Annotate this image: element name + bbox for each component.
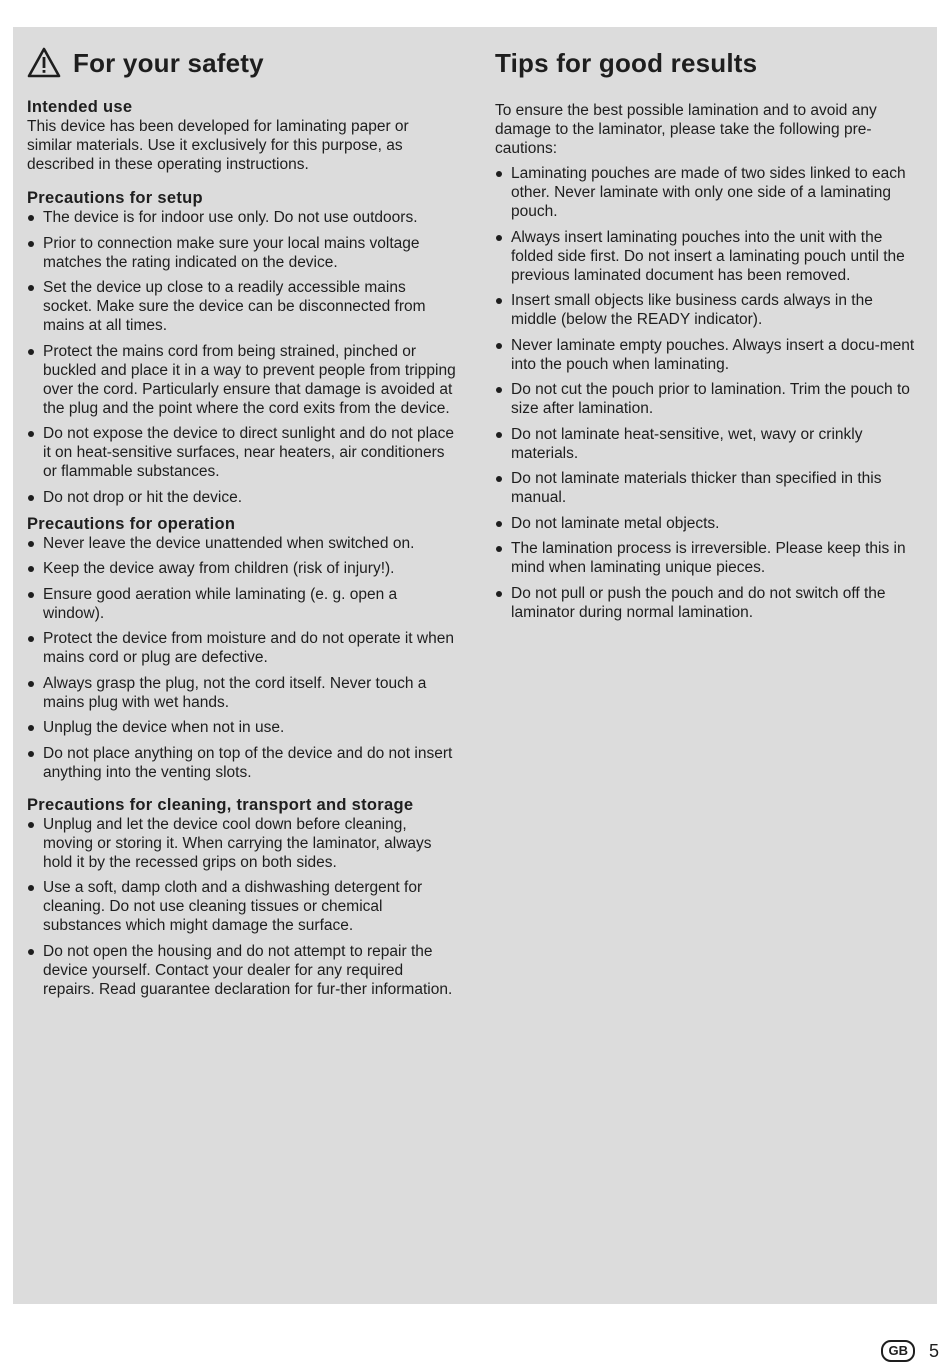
bullet-icon: [28, 431, 34, 437]
safety-title: For your safety: [73, 47, 264, 78]
content-panel: [13, 27, 937, 1304]
bullet-icon: [496, 298, 502, 304]
bullet-icon: [28, 725, 34, 731]
bullet-icon: [28, 681, 34, 687]
list-item: Do not open the housing and do not attempt to repair the device yourself. Contact your dealer for any required repairs. Read guarantee declaration for fur-ther information.: [27, 942, 457, 999]
language-badge: GB: [881, 1340, 915, 1362]
section-intended-use: [27, 98, 457, 174]
list-item: Protect the mains cord from being strained, pinched or buckled and place it in a way to prevent people from tripping over the cord. Particularly ensure that damage is avoided at the plug and the point where the cord exits from the device.: [27, 342, 457, 418]
list-item: Do not expose the device to direct sunlight and do not place it on heat-sensitive surfaces, near heaters, air conditioners or flammable substances.: [27, 424, 457, 481]
bullet-icon: [28, 822, 34, 828]
bullet-list: [27, 534, 457, 782]
section-heading: Precautions for setup: [27, 189, 203, 207]
list-item: The lamination process is irreversible. Please keep this in mind when laminating unique pieces.: [495, 539, 921, 577]
tips-title-row: [495, 33, 921, 93]
list-item: The device is for indoor use only. Do not use outdoors.: [27, 208, 457, 227]
tips-bullet-list: [495, 164, 921, 622]
bullet-icon: [28, 495, 34, 501]
list-item: Protect the device from moisture and do not operate it when mains cord or plug are defective.: [27, 629, 457, 667]
section-heading: Precautions for cleaning, transport and storage: [27, 795, 414, 814]
bullet-icon: [496, 476, 502, 482]
list-item: Always grasp the plug, not the cord itself. Never touch a mains plug with wet hands.: [27, 674, 457, 712]
bullet-icon: [496, 171, 502, 177]
list-item: Set the device up close to a readily accessible mains socket. Make sure the device can be disconnected from mains at all times.: [27, 278, 457, 335]
bullet-icon: [28, 215, 34, 221]
page-number: 5: [928, 1340, 939, 1361]
list-item: Never laminate empty pouches. Always insert a docu-ment into the pouch when laminating.: [495, 336, 921, 374]
bullet-icon: [28, 636, 34, 642]
section-operation: [27, 515, 457, 782]
list-item: Unplug and let the device cool down before cleaning, moving or storing it. When carrying the laminator, always hold it by the recessed grips on both sides.: [27, 815, 457, 872]
bullet-icon: [496, 546, 502, 552]
bullet-icon: [28, 349, 34, 355]
list-item: Laminating pouches are made of two sides linked to each other. Never laminate with only one side of a laminating pouch.: [495, 164, 921, 221]
bullet-icon: [496, 521, 502, 527]
list-item: Do not laminate materials thicker than specified in this manual.: [495, 469, 921, 507]
bullet-list: [27, 208, 457, 507]
list-item: Do not pull or push the pouch and do not switch off the laminator during normal lamination.: [495, 584, 921, 622]
bullet-icon: [496, 343, 502, 349]
list-item: Never leave the device unattended when switched on.: [27, 534, 457, 553]
bullet-icon: [496, 591, 502, 597]
bullet-icon: [28, 885, 34, 891]
warning-triangle-icon: [27, 47, 61, 79]
section-paragraph: This device has been developed for laminating paper or similar materials. Use it exclusively for this purpose, as described in these operating instructions.: [27, 118, 409, 173]
list-item: Keep the device away from children (risk of injury!).: [27, 559, 457, 578]
section-heading: Precautions for operation: [27, 514, 236, 533]
page-footer: [881, 1340, 939, 1362]
section-cleaning-transport-storage: [27, 796, 457, 999]
list-item: Do not place anything on top of the device and do not insert anything into the venting slots.: [27, 744, 457, 782]
bullet-list: [27, 815, 457, 999]
list-item: Prior to connection make sure your local mains voltage matches the rating indicated on the device.: [27, 234, 457, 272]
tips-column: [495, 27, 921, 628]
safety-title-row: [27, 33, 457, 93]
bullet-icon: [28, 566, 34, 572]
list-item: Always insert laminating pouches into the unit with the folded side first. Do not insert a laminating pouch until the previous laminated document has been removed.: [495, 228, 921, 285]
bullet-icon: [496, 235, 502, 241]
list-item: Unplug the device when not in use.: [27, 718, 457, 737]
list-item: Use a soft, damp cloth and a dishwashing detergent for cleaning. Do not use cleaning tissues or chemical substances which might damage the surface.: [27, 878, 457, 935]
bullet-icon: [496, 387, 502, 393]
list-item: Do not laminate metal objects.: [495, 514, 921, 533]
bullet-icon: [28, 949, 34, 955]
list-item: Do not cut the pouch prior to lamination. Trim the pouch to size after lamination.: [495, 380, 921, 418]
tips-title: Tips for good results: [495, 47, 758, 78]
bullet-icon: [28, 285, 34, 291]
bullet-icon: [28, 541, 34, 547]
section-heading: Intended use: [27, 98, 133, 116]
safety-sections: [27, 98, 457, 999]
tips-intro: To ensure the best possible lamination and to avoid any damage to the laminator, please take the following pre-cautions:: [495, 102, 877, 157]
list-item: Do not drop or hit the device.: [27, 488, 457, 507]
bullet-icon: [28, 592, 34, 598]
bullet-icon: [496, 432, 502, 438]
section-setup: [27, 189, 457, 507]
list-item: Do not laminate heat-sensitive, wet, wavy or crinkly materials.: [495, 425, 921, 463]
bullet-icon: [28, 241, 34, 247]
safety-column: [27, 27, 457, 1005]
list-item: Ensure good aeration while laminating (e. g. open a window).: [27, 585, 457, 623]
bullet-icon: [28, 751, 34, 757]
list-item: Insert small objects like business cards always in the middle (below the READY indicator).: [495, 291, 921, 329]
